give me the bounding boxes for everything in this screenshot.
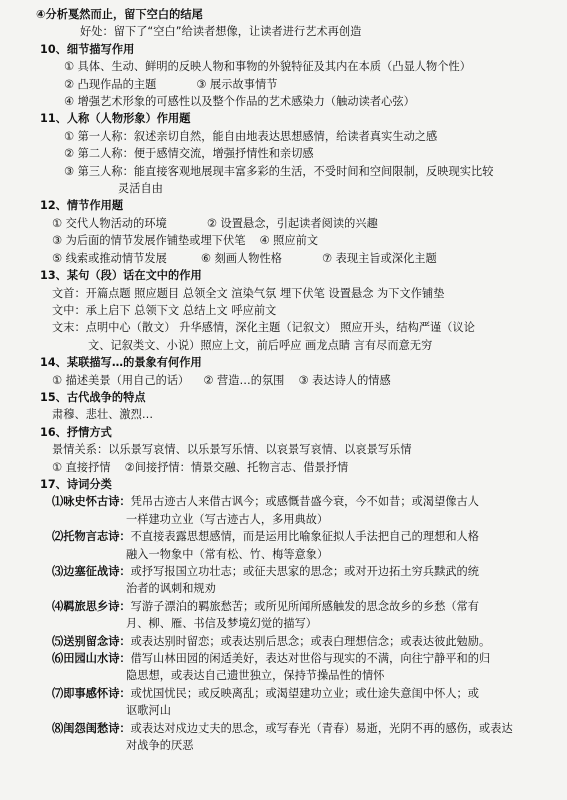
doc-line (36, 372, 547, 389)
poem-category-text: 或抒写报国立功壮志；或征夫思家的思念；或对开边拓土穷兵黩武的统 (130, 565, 480, 578)
poem-category (36, 563, 547, 580)
item-text: ⑦ 表现主旨或深化主题 (321, 251, 437, 265)
poem-category-title: ⑻闺怨闺愁诗： (52, 721, 131, 735)
poem-category-continuation: 讴歌河山 (126, 704, 171, 718)
poem-category-title: ⑷羁旅思乡诗： (52, 599, 131, 613)
item-text: ③ 为后面的情节发展作铺垫或埋下伏笔 (52, 234, 246, 248)
doc-line (36, 215, 547, 232)
poem-category-continuation: 一样建功立业（写古迹古人，多用典故） (126, 512, 329, 526)
item-text: ① 直接抒情 (52, 460, 111, 474)
poem-category-continuation: 对战争的厌恶 (126, 739, 194, 753)
section-heading: 11、人称（人物形象）作用题 (40, 112, 191, 126)
doc-line (36, 76, 547, 93)
poem-category-text: 写游子漂泊的羁旅愁苦；或所见所闻所感触发的思念故乡的乡愁（常有 (130, 599, 480, 613)
poem-category-title: ⑹田园山水诗： (52, 652, 131, 666)
item-text: ② 营造…的氛围 (203, 373, 285, 387)
poem-category (36, 720, 547, 737)
item-text: ② 设置悬念，引起读者阅读的兴趣 (206, 216, 378, 230)
item-text: ① 描述美景（用自己的话） (52, 373, 190, 387)
doc-line: 好处：留下了“空白”给读者想像，让读者进行艺术再创造 (80, 25, 362, 39)
doc-line: 肃穆、悲壮、激烈… (52, 408, 154, 422)
doc-line: ③ 第三人称：能直接客观地展现丰富多彩的生活，不受时间和空间限制，反映现实比较 (64, 164, 494, 178)
poem-category-continuation: 月、柳、雁、书信及梦境幻觉的描写） (126, 617, 318, 631)
item-text: ② 凸现作品的主题 (64, 77, 157, 91)
item-text: ⑥ 刻画人物性格 (200, 251, 282, 265)
doc-line: ① 具体、生动、鲜明的反映人物和事物的外貌特征及其内在本质（凸显人物个性） (64, 60, 471, 74)
poem-category (36, 493, 547, 510)
item-text: ① 交代人物活动的环境 (52, 216, 167, 230)
item-text: ②间接抒情：情景交融、托物言志、借景抒情 (124, 460, 349, 474)
doc-line: ④ 增强艺术形象的可感性以及整个作品的艺术感染力（触动读者心弦） (64, 95, 415, 109)
poem-category-continuation: 隐思想，或表达自己遗世独立，保持节操品性的情怀 (126, 669, 385, 683)
doc-line: 文、记叙类文、小说）照应上文，前后呼应 画龙点睛 言有尽而意无穷 (88, 338, 433, 352)
poem-category-text: 不直接表露思想感情，而是运用比喻象征拟人手法把自己的理想和人格 (130, 530, 480, 544)
doc-line: 文末：点明中心（散文） 升华感情，深化主题（记叙文） 照应开头，结构严谨（议论 (52, 321, 476, 335)
poem-category (36, 685, 547, 702)
poem-category-title: ⑶边塞征战诗： (52, 565, 131, 578)
section-heading: 13、某句（段）话在文中的作用 (40, 269, 202, 283)
doc-line (36, 232, 547, 249)
item-text: ④ 照应前文 (259, 234, 319, 248)
poem-category-title: ⑺即事感怀诗： (52, 686, 131, 700)
poem-category-text: 或表达别时留恋；或表达别后思念；或表白理想信念；或表达彼此勉励。 (130, 634, 491, 648)
section-heading: 10、细节描写作用 (40, 42, 135, 56)
doc-line: 文中：承上启下 总领下文 总结上文 呼应前文 (52, 303, 277, 317)
section-heading: 16、抒情方式 (40, 425, 112, 439)
section-heading: 12、情节作用题 (40, 199, 124, 213)
doc-line: ④分析戛然而止，留下空白的结尾 (36, 8, 203, 21)
doc-line (36, 459, 547, 476)
poem-category-text: 或忧国忧民；或反映离乱；或渴望建功立业；或仕途失意闺中怀人；或 (130, 686, 480, 700)
doc-line: 文首：开篇点题 照应题目 总领全文 渲染气氛 埋下伏笔 设置悬念 为下文作铺垫 (52, 286, 445, 300)
poem-category-text: 或表达对戍边丈夫的思念，或写春光（青春）易逝，光阴不再的感伤，或表达 (130, 721, 513, 735)
poem-category-text: 凭吊古迹古人来借古讽今；或感慨昔盛今衰，今不如昔；或渴望像古人 (130, 495, 480, 509)
poem-category-title: ⑴咏史怀古诗： (52, 495, 131, 509)
poem-category (36, 650, 547, 667)
poem-category-continuation: 治者的讽刺和规劝 (126, 582, 216, 596)
poem-category-text: 借写山林田园的闲适美好，表达对世俗与现实的不满，向往宁静平和的归 (130, 652, 491, 666)
poem-category-continuation: 融入一物象中（常有松、竹、梅等意象） (126, 547, 329, 561)
doc-line: 灵活自由 (118, 182, 163, 196)
poem-category (36, 528, 547, 545)
poem-category-list (36, 493, 547, 754)
poem-category-title: ⑸送别留念诗： (52, 634, 131, 648)
doc-line: 景情关系：以乐景写哀情、以乐景写乐情、以哀景写哀情、以哀景写乐情 (52, 443, 412, 457)
section-heading: 15、古代战争的特点 (40, 390, 146, 404)
item-text: ⑤ 线索或推动情节发展 (52, 251, 167, 265)
doc-line: ① 第一人称：叙述亲切自然，能自由地表达思想感情，给读者真实生动之感 (64, 129, 438, 143)
doc-line: ② 第二人称：便于感情交流，增强抒情性和亲切感 (64, 147, 314, 161)
section-heading: 14、某联描写…的景象有何作用 (40, 356, 202, 370)
poem-category-title: ⑵托物言志诗： (52, 530, 131, 544)
doc-line (36, 250, 547, 267)
item-text: ③ 表达诗人的情感 (298, 373, 391, 387)
poem-category (36, 598, 547, 615)
poem-category (36, 633, 547, 650)
section-heading: 17、诗词分类 (40, 477, 112, 491)
item-text: ③ 展示故事情节 (196, 77, 278, 91)
